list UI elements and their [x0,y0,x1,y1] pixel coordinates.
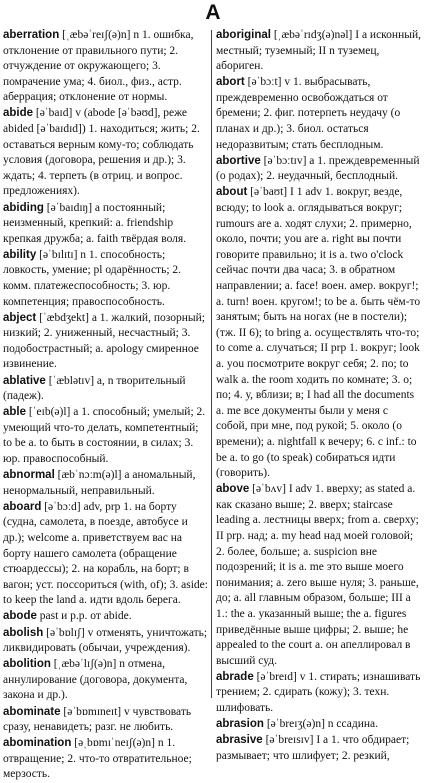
dictionary-entry [3,626,209,657]
entry-definition: [əˈbɪlɪtɪ] n 1. способность; ловкость, умение; pl одарённость; 2. комм. платежеспособность; 3. юр. компетенция; правоспособность. [3,248,182,308]
dictionary-entry [3,28,209,106]
entry-headword: abode [3,610,37,623]
dictionary-entry [216,482,422,669]
dictionary-entry [3,500,209,609]
column-divider [211,30,212,698]
entry-headword: about [216,186,248,199]
entry-definition: [əˈbreɪd] v 1. стирать; изнашивать трением; 2. сдирать (кожу); 3. техн. шлифовать. [216,670,421,715]
entry-definition: [əˈbɔːt] v 1. выбрасывать, преждевременно освобождаться от бремени; 2. фиг. потерпеть неудачу (о планах и др.); 3. биол. остаться недоразвитым; стать бесплодным. [216,76,401,151]
entry-headword: abortive [216,154,261,167]
entry-definition: [ˈeɪb(ə)l] a 1. способный; умелый; 2. умеющий что-то делать, компетентный; to be a. to быть в состоянии, в силах; 3. юр. правоспособный. [3,406,206,466]
dictionary-entry [216,670,422,717]
entry-definition: past и p.p. от abide. [39,610,132,623]
dictionary-entry [216,154,422,185]
dictionary-entry [3,201,209,248]
entry-headword: aboard [3,500,42,513]
dictionary-entry [216,717,422,733]
entry-definition: [əˈbɒmɪneɪt] v чувствовать сразу, ненавидеть; разг. не любить. [3,705,192,734]
entry-definition: [ˌæbəˈreɪʃ(ə)n] n 1. ошибка, отклонение от правильного пути; 2. отчуждение от окружающего; 3. помрачение ума; 4. биол., физ., астр. аберрация; отклонение от нормы. [3,29,194,104]
entry-definition: [ˌæbəˈrɪdʒ(ə)nəl] I a исконный, местный; туземный; II n туземец, абориген. [216,29,421,73]
entry-headword: abnormal [3,469,55,482]
dictionary-entry [3,736,209,783]
dictionary-entry [3,468,209,499]
entry-headword: ability [3,248,37,261]
entry-headword: abrade [216,670,254,683]
entry-definition: [əˈbʌv] I adv 1. вверху; as stated a. как сказано выше; 2. вверх; staircase leading a. лестницы вверх; from a. сверху; II prp. над; a. my head над моей головой; 2. более, больше; a. suspicion вне подозрений; it is a. me это выше моего понимания; a. zero выше нуля; 3. раньше, до; a. all главным образом, больше; III a 1.: the a. указанный выше; the a. figures приведённые выше цифры; 2. выше; he appealed to the court a. он апеллировал в высший суд. [216,483,419,667]
dictionary-entry [3,106,209,200]
right-column [216,28,422,762]
entry-definition: [əˈbaɪdɪŋ] a постоянный; неизменный, крепкий: a. friendship крепкая дружба; a. faith твёрдая воля. [3,201,187,245]
entry-definition: [əˈbaʊt] I 1 adv 1. вокруг, везде, всюду; to look a. оглядываться вокруг; rumours are a. ходят слухи; 2. примерно, около, почти; you are a. right вы почти говорите правильно; it is a. two o'clock сейчас почти два часа; 3. в обратном направлении; a. face! воен. амер. вокруг!; a. turn! воен. кругом!; to be a. быть чём-то занятым; быть на ногах (не в постели); (тж. II 6); to bring a. осуществлять что-то; to come a. случаться; II prp 1. вокруг; look a. you посмотрите вокруг себя; 2. по; to walk a. the room ходить по комнате; 3. о; по; 4. у, вблизи; в; I had all the documents a. me все документы были у меня с собой, при мне, под рукой; 5. около (о времени); a. nightfall к вечеру; 6. c inf.: to be a. to go (to speak) собираться идти (говорить). [216,186,421,480]
entry-definition: [əˈbaɪd] v (abode [əˈbəʊd], реже abided [əˈbaɪdɪd]) 1. находиться; жить; 2. оставаться верным кому-то; соблюдать условия (договора, решения и др.); 3. ждать; 4. терпеть (в отриц. и вопрос. предложениях). [3,107,200,198]
entry-headword: abiding [3,201,44,214]
dictionary-entry [216,733,422,764]
entry-definition: [ˈæblətɪv] a, n творительный (падеж). [3,374,186,403]
dictionary-entry [3,609,209,625]
entry-definition: [əˈbɔːtɪv] a 1. преждевременный (о родах); 2. неудачный, бесплодный. [216,154,420,183]
entry-headword: abolition [3,658,51,671]
dictionary-entry [3,657,209,704]
entry-definition: [əˈbɔːd] adv, prp 1. на борту (судна, самолета, в поезде, автобусе и др.); welcome a. приветствуем вас на борту нашего самолета (обращение стюардессы); 2. на корабль, на борт; в вагон; уст. поссориться (with, of); 3. aside: to keep the land a. идти вдоль берега. [3,500,208,607]
entry-headword: abolish [3,626,44,639]
dictionary-entry [3,405,209,467]
entry-headword: above [216,483,250,496]
entry-headword: abominate [3,705,61,718]
left-column [3,28,209,781]
entry-headword: abrasion [216,718,264,731]
entry-headword: aboriginal [216,29,271,41]
dictionary-entry [3,311,209,373]
dictionary-entry [216,75,422,153]
entry-definition: [ˌæbəˈlɪʃ(ə)n] n отмена, аннулирование (договора, документа, закона и др.). [3,658,188,702]
entry-headword: able [3,406,27,419]
page-letter-heading: A [205,1,221,24]
entry-headword: aberration [3,29,60,41]
entry-headword: abort [216,76,245,89]
entry-headword: abject [3,311,37,324]
entry-headword: abomination [3,737,72,750]
entry-definition: [əˈbɒlɪʃ] v отменять, уничтожать; ликвидировать (обычаи, учреждения). [3,626,208,655]
entry-headword: abrasive [216,734,263,747]
entry-definition: [əˌbɒmɪˈneɪʃ(ə)n] n 1. отвращение; 2. что-то отвратительное; мерзость. [3,737,192,781]
entry-definition: [ˈæbdʒekt] a 1. жалкий, позорный; низкий; 2. униженный, несчастный; 3. подобострастный; a. apology смиренное извинение. [3,311,205,371]
dictionary-entry [3,248,209,310]
entry-definition: [æbˈnɔːm(ə)l] a аномальный, ненормальный, неправильный. [3,469,196,497]
entry-headword: ablative [3,374,46,387]
entry-definition: [əˈbreɪʒ(ə)n] n ссадина. [266,718,378,731]
entry-definition: [əˈbreɪsɪv] I a 1. что обдирает; размывает; что шлифует; 2. резкий, [216,734,410,762]
entry-headword: abide [3,107,34,120]
dictionary-entry [216,28,422,75]
dictionary-entry [216,185,422,481]
dictionary-entry [3,705,209,736]
dictionary-entry [3,374,209,405]
